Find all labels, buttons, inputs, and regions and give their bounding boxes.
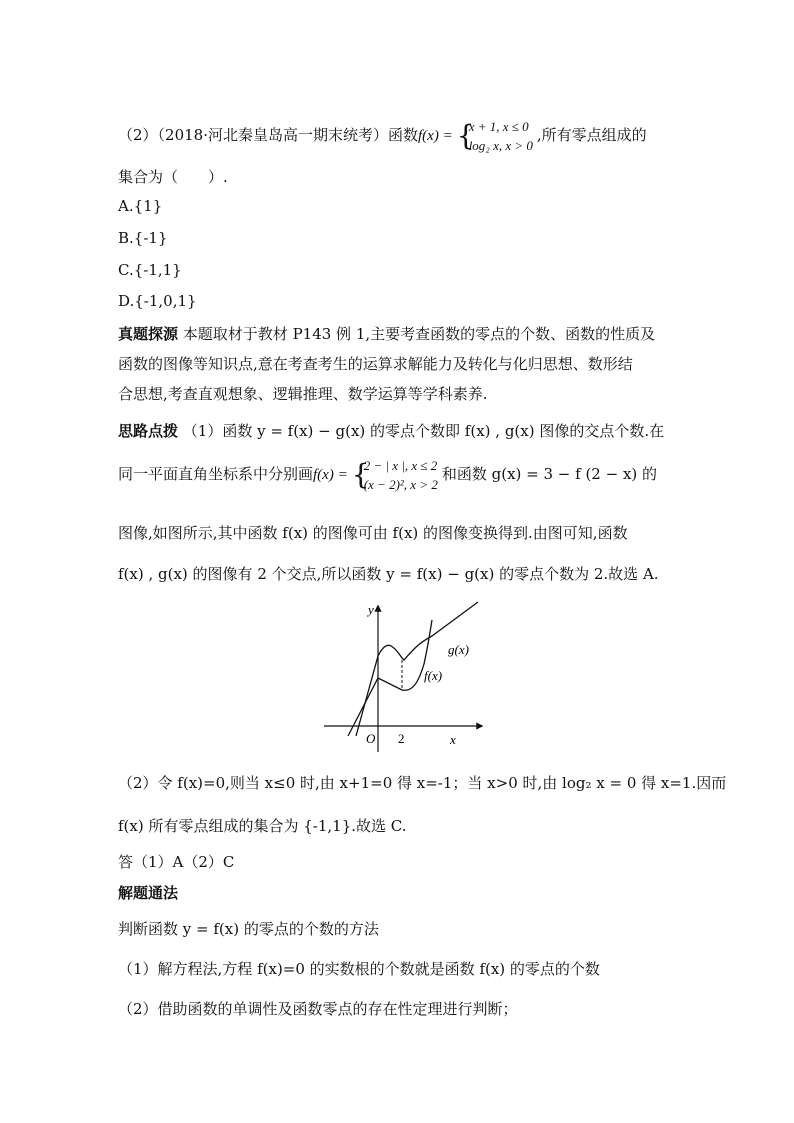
solution-2-line1: （2）令 f(x)=0,则当 x≤0 时,由 x+1=0 得 x=-1；当 x>0 时,由 log₂ x = 0 得 x=1.因而 — [118, 774, 727, 792]
hint-piece-row-2: (x − 2)², x > 2 — [363, 477, 438, 492]
hint-piece-row-1: 2 − | x |, x ≤ 2 — [363, 458, 438, 473]
method-label: 解题通法 — [118, 884, 179, 902]
hint-line3: 图像,如图所示,其中函数 f(x) 的图像可由 f(x) 的图像变换得到.由图可知,函数 — [118, 524, 628, 542]
g-label: g(x) — [448, 642, 469, 657]
hint-line4: f(x) , g(x) 的图像有 2 个交点,所以函数 y = f(x) − g(x) 的零点个数为 2.故选 A. — [118, 565, 659, 583]
hint-text-2-prefix: 同一平面直角坐标系中分别画 — [118, 465, 314, 483]
method-item-1: （1）解方程法,方程 f(x)=0 的实数根的个数就是函数 f(x) 的零点的个数 — [118, 960, 600, 978]
hint-function-name: f(x) = — [313, 467, 348, 483]
source-line3: 合思想,考查直观想象、逻辑推理、数学运算等学科素养. — [118, 385, 488, 403]
hint-text-1: （1）函数 y = f(x) − g(x) 的零点个数即 f(x) , g(x) 图像的交点个数.在 — [182, 422, 665, 440]
option-d: D.{-1,0,1} — [118, 292, 197, 310]
function-graph — [320, 598, 490, 756]
question-2-line2: 集合为（ ）. — [118, 168, 228, 186]
source-label: 真题探源 — [118, 325, 179, 343]
question-2-function-name: f(x) = — [418, 128, 453, 144]
piece-row-1: x + 1, x ≤ 0 — [468, 119, 529, 134]
hint-line2 — [118, 456, 657, 494]
question-2-suffix: ,所有零点组成的 — [536, 126, 647, 144]
source-text-1: 本题取材于教材 P143 例 1,主要考查函数的零点的个数、函数的性质及 — [182, 325, 656, 343]
y-axis-label: y — [368, 602, 374, 617]
option-b: B.{-1} — [118, 229, 168, 247]
brace-glyph: { — [351, 458, 370, 491]
question-2-prefix: （2）（2018·河北秦皇岛高一期末统考）函数 — [118, 126, 418, 144]
tick-2-label: 2 — [398, 731, 405, 746]
solution-2-line2: f(x) 所有零点组成的集合为 {-1,1}.故选 C. — [118, 817, 407, 835]
question-2-line1 — [118, 117, 647, 155]
method-title: 判断函数 y = f(x) 的零点的个数的方法 — [118, 920, 379, 938]
question-2-piecewise — [457, 117, 533, 155]
option-c: C.{-1,1} — [118, 261, 182, 279]
source-line1 — [118, 323, 655, 344]
option-a: A.{1} — [118, 197, 163, 215]
origin-label: O — [366, 731, 376, 746]
hint-text-2-suffix: 和函数 g(x) = 3 − f (2 − x) 的 — [441, 465, 658, 483]
piece-row-2: log₂ x, x > 0 — [468, 138, 533, 153]
source-line2: 函数的图像等知识点,意在考查考生的运算求解能力及转化与化归思想、数形结 — [118, 355, 633, 373]
method-item-2: （2）借助函数的单调性及函数零点的存在性定理进行判断； — [118, 1000, 518, 1018]
hint-label: 思路点拨 — [118, 422, 179, 440]
answer-line: 答（1）A（2）C — [118, 853, 235, 871]
hint-piecewise — [352, 456, 438, 494]
f-label: f(x) — [424, 668, 443, 683]
g-curve — [356, 602, 478, 736]
x-axis-label: x — [450, 732, 456, 747]
hint-line1 — [118, 420, 664, 441]
brace-glyph: { — [456, 119, 475, 152]
